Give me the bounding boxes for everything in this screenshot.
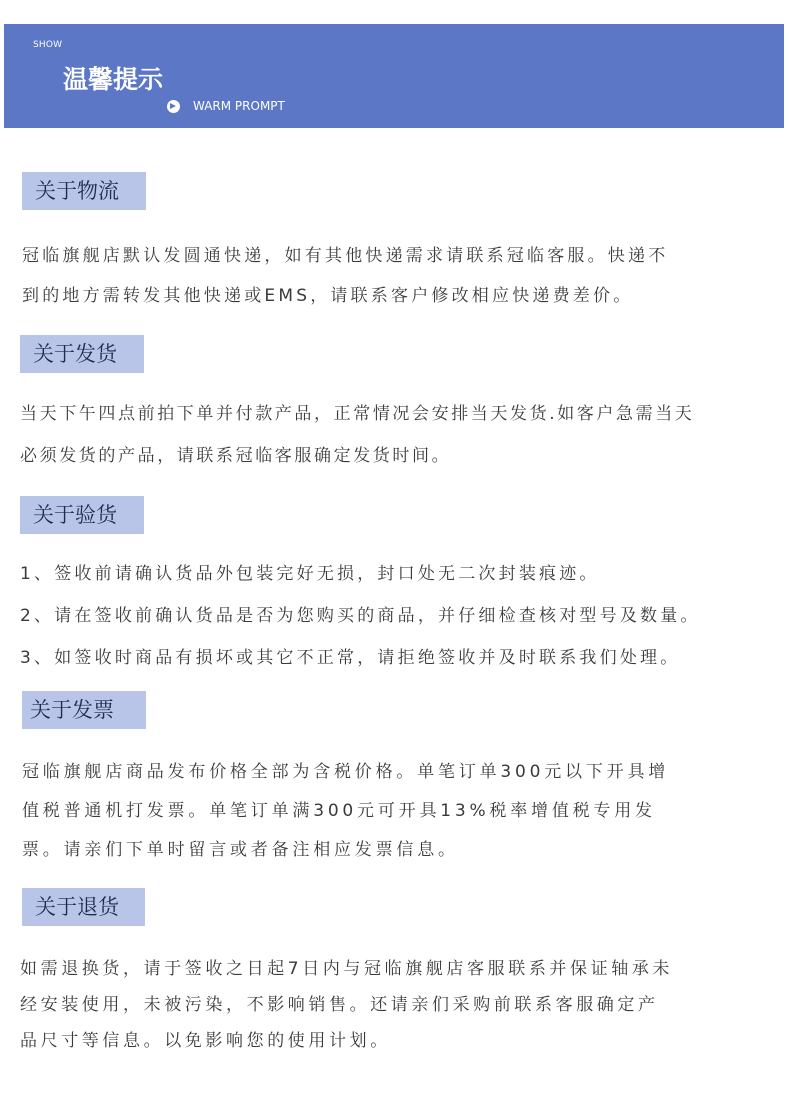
section-heading-returns: 关于退货 bbox=[22, 888, 145, 926]
paragraph-line: 到的地方需转发其他快递或EMS，请联系客户修改相应快递费差价。 bbox=[22, 286, 634, 306]
paragraph-line: 如需退换货，请于签收之日起7日内与冠临旗舰店客服联系并保证轴承未 bbox=[20, 959, 674, 979]
paragraph-line: 经安装使用，未被污染，不影响销售。还请亲们采购前联系客服确定产 bbox=[20, 995, 659, 1015]
banner-title: 温馨提示 bbox=[63, 65, 164, 94]
section-body-returns bbox=[20, 951, 673, 1059]
paragraph-line: 值税普通机打发票。单笔订单满300元可开具13%税率增值税专用发 bbox=[22, 801, 656, 821]
header-banner bbox=[4, 24, 784, 128]
section-body-inspection bbox=[20, 553, 701, 679]
arrow-right-icon bbox=[167, 100, 180, 113]
banner-show-label: SHOW bbox=[33, 40, 63, 50]
section-body-logistics bbox=[22, 236, 668, 316]
paragraph-line: 必须发货的产品，请联系冠临客服确定发货时间。 bbox=[20, 446, 452, 466]
section-heading-shipping: 关于发货 bbox=[20, 335, 144, 373]
section-heading-invoice: 关于发票 bbox=[22, 691, 146, 729]
paragraph-line: 2、请在签收前确认货品是否为您购买的商品，并仔细检查核对型号及数量。 bbox=[20, 606, 701, 626]
paragraph-line: 冠临旗舰店默认发圆通快递，如有其他快递需求请联系冠临客服。快递不 bbox=[22, 246, 669, 266]
paragraph-line: 票。请亲们下单时留言或者备注相应发票信息。 bbox=[22, 840, 459, 860]
paragraph-line: 3、如签收时商品有损坏或其它不正常，请拒绝签收并及时联系我们处理。 bbox=[20, 648, 681, 668]
paragraph-line: 品尺寸等信息。以免影响您的使用计划。 bbox=[20, 1031, 391, 1051]
paragraph-line: 冠临旗舰店商品发布价格全部为含税价格。单笔订单300元以下开具增 bbox=[22, 762, 670, 782]
banner-subtitle-row bbox=[167, 99, 285, 113]
section-body-shipping bbox=[20, 393, 694, 477]
banner-subtitle: WARM PROMPT bbox=[193, 99, 285, 113]
section-body-invoice bbox=[22, 753, 669, 870]
section-heading-logistics: 关于物流 bbox=[22, 172, 146, 210]
paragraph-line: 1、签收前请确认货品外包装完好无损，封口处无二次封装痕迹。 bbox=[20, 564, 600, 584]
paragraph-line: 当天下午四点前拍下单并付款产品，正常情况会安排当天发货.如客户急需当天 bbox=[20, 404, 695, 424]
section-heading-inspection: 关于验货 bbox=[20, 496, 144, 534]
